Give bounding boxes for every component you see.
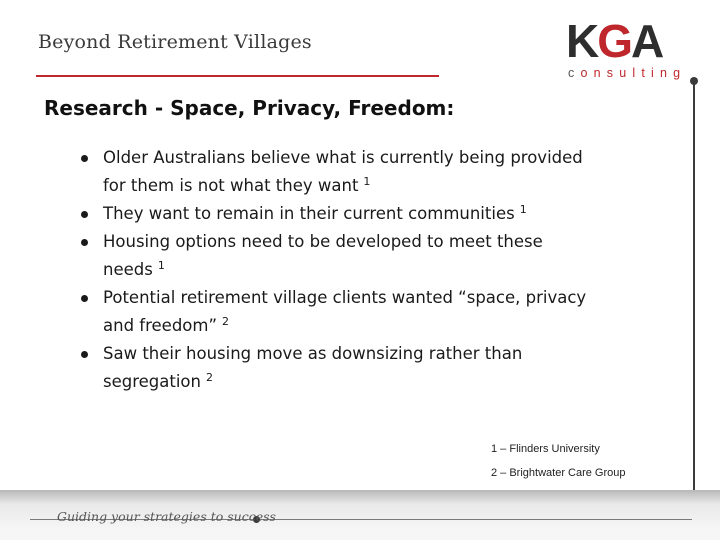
logo-letters xyxy=(566,15,663,67)
list-item xyxy=(78,340,598,396)
footnote: 1 – Flinders University xyxy=(491,443,600,455)
footer-tagline: Guiding your strategies to success xyxy=(57,509,276,524)
bullet-icon xyxy=(81,351,88,358)
logo-subtitle-c: c xyxy=(568,66,581,80)
kga-consulting-logo xyxy=(566,15,691,83)
title-underline xyxy=(36,75,439,77)
bullet-text: They want to remain in their current communities xyxy=(103,204,515,223)
bullet-reference: 1 xyxy=(157,258,165,272)
right-frame-line xyxy=(693,80,695,522)
bullet-reference: 2 xyxy=(206,370,213,384)
logo-letter-k: K xyxy=(566,15,598,67)
logo-subtitle-rest: onsulting xyxy=(580,66,687,80)
list-item xyxy=(78,228,598,284)
bullet-icon xyxy=(81,239,88,246)
bullet-text: Older Australians believe what is currently being provided for them is not what they want xyxy=(103,148,583,195)
bullet-reference: 1 xyxy=(519,202,527,216)
footnotes xyxy=(491,437,626,485)
bullet-text: Potential retirement village clients wanted “space, privacy and freedom” xyxy=(103,288,587,335)
bullet-icon xyxy=(81,155,88,162)
list-item xyxy=(78,284,598,340)
bullet-text: Housing options need to be developed to meet these needs xyxy=(103,232,543,279)
presentation-title: Beyond Retirement Villages xyxy=(38,31,312,53)
logo-letter-g: G xyxy=(597,15,632,67)
list-item xyxy=(78,144,598,200)
bullet-icon xyxy=(81,295,88,302)
logo-letter-a: A xyxy=(631,15,663,67)
bullet-text: Saw their housing move as downsizing rather than segregation xyxy=(103,344,523,391)
bullet-reference: 2 xyxy=(222,314,230,328)
slide-heading: Research - Space, Privacy, Freedom: xyxy=(44,96,455,120)
frame-dot-top xyxy=(690,77,698,85)
bullet-reference: 1 xyxy=(363,174,371,188)
footnote: 2 – Brightwater Care Group xyxy=(491,467,626,479)
bullet-list xyxy=(78,144,598,396)
logo-subtitle xyxy=(568,66,686,80)
list-item xyxy=(78,200,598,228)
bullet-icon xyxy=(81,211,88,218)
